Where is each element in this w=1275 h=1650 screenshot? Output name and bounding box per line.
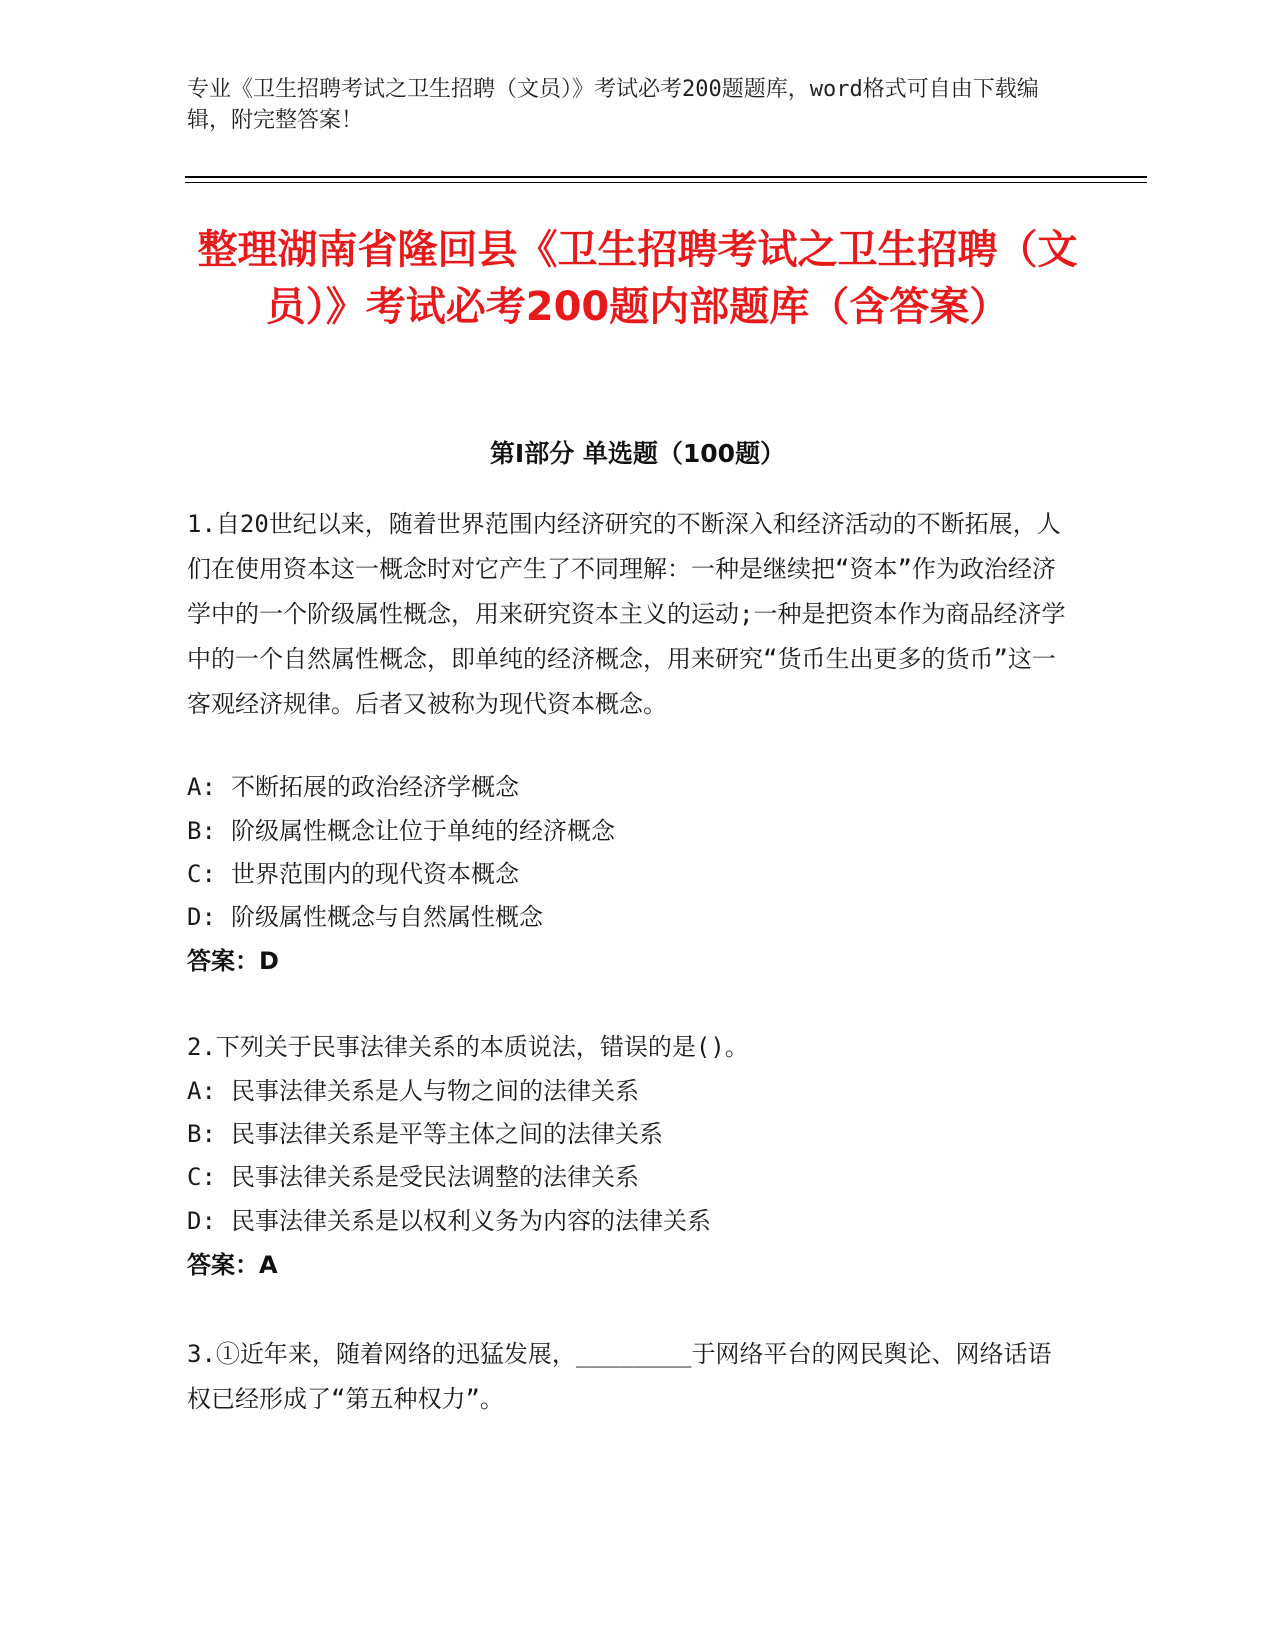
question-2-option-a bbox=[187, 1069, 1067, 1114]
option-text: 世界范围内的现代资本概念 bbox=[231, 860, 519, 888]
question-1-option-d bbox=[187, 895, 1067, 940]
option-letter: C: bbox=[187, 1163, 216, 1191]
section-heading: 第I部分 单选题（100题） bbox=[489, 439, 786, 468]
header-note: 专业《卫生招聘考试之卫生招聘（文员）》考试必考200题题库，word格式可自由下载编辑，附完整答案！ bbox=[187, 77, 1039, 133]
question-1-stem: 1.自20世纪以来，随着世界范围内经济研究的不断深入和经济活动的不断拓展，人们在使用资本这一概念时对它产生了不同理解：一种是继续把“资本”作为政治经济学中的一个阶级属性概念，用来研究资本主义的运动;一种是把资本作为商品经济学中的一个自然属性概念，即单纯的经济概念，用来研究“货币生出更多的货币”这一客观经济规律。后者又被称为现代资本概念。 bbox=[187, 510, 1066, 718]
option-letter: A: bbox=[187, 1077, 216, 1105]
question-1-option-a bbox=[187, 765, 1067, 810]
question-1-answer: 答案：D bbox=[187, 947, 279, 975]
question-3-stem: 3.①近年来，随着网络的迅猛发展，________于网络平台的网民舆论、网络话语权已经形成了“第五种权力”。 bbox=[187, 1340, 1052, 1413]
question-2-option-d bbox=[187, 1199, 1067, 1244]
document-title: 整理湖南省隆回县《卫生招聘考试之卫生招聘（文员）》考试必考200题内部题库（含答案） bbox=[197, 227, 1078, 330]
option-letter: C: bbox=[187, 860, 216, 888]
option-text: 民事法律关系是受民法调整的法律关系 bbox=[231, 1163, 639, 1191]
option-text: 不断拓展的政治经济学概念 bbox=[231, 773, 519, 801]
question-1-option-b bbox=[187, 809, 1067, 854]
option-text: 民事法律关系是以权利义务为内容的法律关系 bbox=[231, 1207, 711, 1235]
option-letter: B: bbox=[187, 817, 216, 845]
option-text: 阶级属性概念让位于单纯的经济概念 bbox=[231, 817, 615, 845]
header-divider-thin bbox=[185, 182, 1147, 183]
option-letter: B: bbox=[187, 1120, 216, 1148]
option-text: 民事法律关系是人与物之间的法律关系 bbox=[231, 1077, 639, 1105]
question-2-answer: 答案：A bbox=[187, 1251, 278, 1279]
option-letter: D: bbox=[187, 903, 216, 931]
question-1-option-c bbox=[187, 852, 1067, 897]
option-text: 民事法律关系是平等主体之间的法律关系 bbox=[231, 1120, 663, 1148]
option-text: 阶级属性概念与自然属性概念 bbox=[231, 903, 543, 931]
option-letter: A: bbox=[187, 773, 216, 801]
question-2-stem: 2.下列关于民事法律关系的本质说法，错误的是()。 bbox=[187, 1033, 749, 1061]
option-letter: D: bbox=[187, 1207, 216, 1235]
question-2-option-b bbox=[187, 1112, 1067, 1157]
question-2-option-c bbox=[187, 1155, 1067, 1200]
header-divider-thick bbox=[185, 176, 1147, 178]
